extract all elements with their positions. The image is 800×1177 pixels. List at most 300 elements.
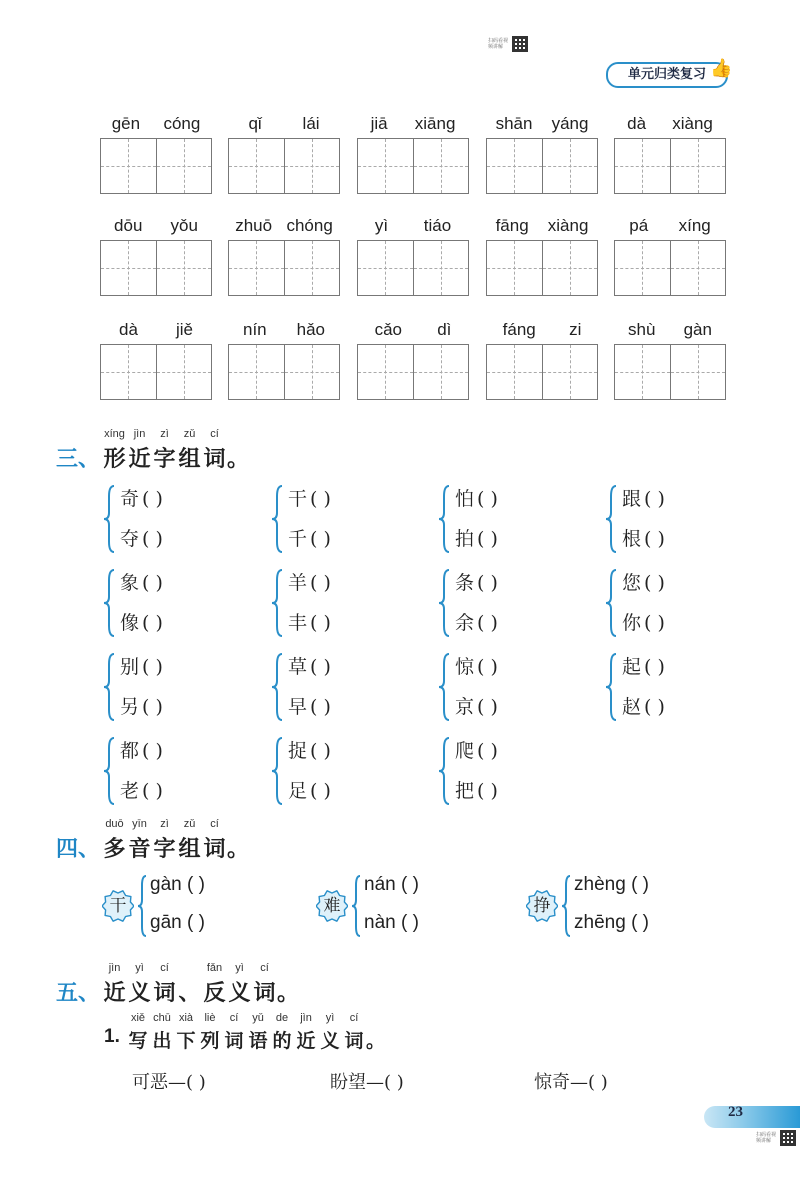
heading-ruby-syllable: zǔ xyxy=(183,818,196,830)
writing-cell[interactable] xyxy=(414,139,469,193)
polyphone-item xyxy=(102,874,302,938)
scalloped-badge-icon xyxy=(316,890,348,922)
similar-char: 另 xyxy=(120,696,140,718)
polyphone-item xyxy=(526,874,726,938)
answer-blank[interactable]: ( ) xyxy=(644,528,665,550)
heading-ruby-syllable: zì xyxy=(160,428,169,440)
subquestion-title-char: 出 xyxy=(152,1030,172,1052)
writing-cell[interactable] xyxy=(671,345,726,399)
pinyin-syllable: qǐ xyxy=(248,114,262,133)
polyphone-char: 挣 xyxy=(533,896,551,916)
answer-blank[interactable]: ( ) xyxy=(477,656,498,678)
section-title-char: 、 xyxy=(178,981,201,1006)
pinyin-label xyxy=(228,112,340,136)
writing-cell[interactable] xyxy=(487,345,543,399)
pinyin-syllable: shān xyxy=(495,114,533,133)
word-answer-row[interactable] xyxy=(120,736,163,763)
answer-blank[interactable]: ( ) xyxy=(186,874,205,895)
heading-ruby-syllable: yīn xyxy=(132,818,147,830)
subquestion-title-char: 写 xyxy=(128,1030,148,1052)
similar-char-pair xyxy=(270,736,395,806)
pinyin-syllable: xiāng xyxy=(414,114,456,133)
similar-char: 你 xyxy=(622,612,642,634)
heading-pinyin xyxy=(56,428,249,442)
pinyin-word-box xyxy=(357,112,469,194)
pinyin-syllable: dà xyxy=(627,114,647,133)
writing-cell[interactable] xyxy=(543,139,598,193)
answer-blank[interactable]: ( ) xyxy=(310,696,331,718)
pinyin-label xyxy=(486,112,598,136)
pinyin-syllable: zhuō xyxy=(235,216,273,235)
writing-cell[interactable] xyxy=(615,241,671,295)
tianzige-grid xyxy=(100,344,212,400)
similar-char-pair xyxy=(270,568,395,638)
section-5-heading xyxy=(56,962,299,1007)
reading-answer-row[interactable] xyxy=(150,912,205,934)
pinyin-syllable: yì xyxy=(374,216,389,235)
qr-code-bottom xyxy=(780,1130,796,1146)
answer-blank[interactable]: ( ) xyxy=(310,780,331,802)
section-title-char: 词 xyxy=(253,981,276,1006)
pinyin-syllable: nín xyxy=(242,320,267,339)
subquestion-title-char: 语 xyxy=(248,1030,268,1052)
writing-cell[interactable] xyxy=(157,345,212,399)
pinyin-reading: zhèng xyxy=(574,874,626,895)
word-answer-row[interactable] xyxy=(455,692,498,719)
similar-char: 夺 xyxy=(120,528,140,550)
brace-icon xyxy=(437,652,451,722)
brace-icon xyxy=(102,568,116,638)
heading-ruby-syllable: jìn xyxy=(133,428,146,440)
tianzige-grid xyxy=(486,138,598,194)
pinyin-syllable: lái xyxy=(302,114,320,133)
tianzige-grid xyxy=(486,240,598,296)
section-number: 三、 xyxy=(56,446,101,472)
answer-blank[interactable]: ( ) xyxy=(631,874,649,895)
subquestion-title-char: 近 xyxy=(296,1030,316,1052)
similar-char: 别 xyxy=(120,656,140,678)
tianzige-grid xyxy=(614,138,726,194)
section-title-char: 字 xyxy=(153,837,176,862)
similar-char: 千 xyxy=(288,528,308,550)
pinyin-label xyxy=(614,112,726,136)
writing-cell[interactable] xyxy=(414,345,469,399)
answer-blank[interactable]: ( ) xyxy=(477,612,498,634)
word-answer-row[interactable] xyxy=(455,608,498,635)
word-answer-row[interactable] xyxy=(120,484,163,511)
similar-char: 草 xyxy=(288,656,308,678)
word-answer-row[interactable] xyxy=(455,776,498,803)
answer-blank[interactable]: ( ) xyxy=(644,572,665,594)
section-title-char: 义 xyxy=(128,981,151,1006)
tianzige-grid xyxy=(486,344,598,400)
qr-label-bottom: 扫码看视频讲解 xyxy=(756,1132,777,1144)
page-number-bar xyxy=(704,1106,800,1128)
pinyin-reading: nán xyxy=(364,874,396,895)
subquestion-title-char: 词 xyxy=(344,1030,364,1052)
writing-cell[interactable] xyxy=(487,241,543,295)
similar-char: 羊 xyxy=(288,572,308,594)
answer-blank[interactable]: ( ) xyxy=(477,780,498,802)
heading-ruby-syllable: yì xyxy=(235,962,244,974)
word-answer-row[interactable] xyxy=(455,484,498,511)
subquestion-ruby-syllable: chū xyxy=(153,1012,171,1024)
word-answer-row[interactable] xyxy=(622,524,665,551)
section-title-char: 形 xyxy=(103,447,126,472)
answer-blank[interactable]: ( ) xyxy=(477,528,498,550)
pinyin-syllable: shù xyxy=(628,320,656,339)
pinyin-syllable: xiàng xyxy=(672,114,713,133)
tianzige-grid xyxy=(614,344,726,400)
writing-cell[interactable] xyxy=(229,241,285,295)
word-answer-row[interactable] xyxy=(455,736,498,763)
answer-blank[interactable]: ( ) xyxy=(644,656,665,678)
answer-blank[interactable]: ( ) xyxy=(400,874,419,895)
section-title xyxy=(102,832,249,863)
similar-char-pair xyxy=(270,652,395,722)
similar-char: 拍 xyxy=(455,528,475,550)
subquestion-title-char: 的 xyxy=(272,1030,292,1052)
pinyin-syllable: dà xyxy=(119,320,138,339)
writing-cell[interactable] xyxy=(285,241,340,295)
pinyin-label xyxy=(100,214,212,238)
section-title-char: 近 xyxy=(128,447,151,472)
subquestion-1 xyxy=(104,1012,385,1053)
similar-char-pair xyxy=(437,652,562,722)
tianzige-grid xyxy=(228,240,340,296)
brace-icon xyxy=(437,568,451,638)
pinyin-word-box xyxy=(614,318,726,400)
word-answer-row[interactable] xyxy=(455,652,498,679)
answer-blank[interactable]: ( ) xyxy=(310,528,331,550)
answer-blank[interactable]: ( ) xyxy=(400,912,419,933)
pinyin-label xyxy=(100,112,212,136)
brace-icon xyxy=(136,874,148,938)
subquestion-ruby-syllable: yǔ xyxy=(252,1012,264,1024)
pinyin-label xyxy=(486,214,598,238)
pinyin-word-box xyxy=(486,318,598,400)
section-title-char: 词 xyxy=(203,837,226,862)
answer-blank[interactable]: ( ) xyxy=(310,740,331,762)
subquestion-title-char: 下 xyxy=(176,1030,196,1052)
brace-icon xyxy=(102,484,116,554)
pinyin-word-box xyxy=(228,318,340,400)
word-answer-row[interactable] xyxy=(622,692,665,719)
writing-cell[interactable] xyxy=(285,345,340,399)
thumbs-up-icon: 👍 xyxy=(710,58,733,79)
section-title-char: 反 xyxy=(203,981,226,1006)
tianzige-grid xyxy=(614,240,726,296)
subquestion-ruby-syllable: de xyxy=(275,1012,289,1024)
pinyin-syllable: fāng xyxy=(495,216,529,235)
answer-blank[interactable]: ( ) xyxy=(142,656,163,678)
brace-icon xyxy=(270,568,284,638)
pinyin-word-box xyxy=(614,214,726,296)
writing-cell[interactable] xyxy=(671,241,726,295)
pinyin-syllable: chóng xyxy=(286,216,333,235)
synonym-item-3[interactable]: 惊奇—( ) xyxy=(534,1072,608,1093)
similar-char: 早 xyxy=(288,696,308,718)
pinyin-syllable: hǎo xyxy=(296,320,325,339)
answer-blank[interactable]: ( ) xyxy=(142,528,163,550)
word-answer-row[interactable] xyxy=(120,524,163,551)
pinyin-reading: gàn xyxy=(150,874,182,895)
page-number: 23 xyxy=(728,1104,743,1120)
reading-answer-row[interactable] xyxy=(574,874,649,896)
unit-review-tag: 单元归类复习 xyxy=(606,62,728,88)
word-answer-row[interactable] xyxy=(288,736,331,763)
answer-blank[interactable]: ( ) xyxy=(186,912,205,933)
word-answer-row[interactable] xyxy=(120,776,163,803)
similar-char-pair xyxy=(270,484,395,554)
writing-cell[interactable] xyxy=(487,139,543,193)
tianzige-grid xyxy=(228,138,340,194)
word-answer-row[interactable] xyxy=(622,652,665,679)
writing-cell[interactable] xyxy=(101,139,157,193)
answer-blank[interactable]: ( ) xyxy=(142,572,163,594)
brace-icon xyxy=(560,874,572,938)
pinyin-syllable: xíng xyxy=(678,216,711,235)
section-title-char: 义 xyxy=(228,981,251,1006)
reading-answer-row[interactable] xyxy=(364,874,419,896)
answer-blank[interactable]: ( ) xyxy=(631,912,649,933)
heading-ruby-syllable: cí xyxy=(260,962,269,974)
similar-char-pair xyxy=(102,484,227,554)
pinyin-label xyxy=(357,214,469,238)
pinyin-syllable: dì xyxy=(437,320,452,339)
synonym-item-2[interactable]: 盼望—( ) xyxy=(330,1072,404,1093)
subquestion-end: 。 xyxy=(366,1030,386,1052)
answer-blank[interactable]: ( ) xyxy=(310,488,331,510)
pinyin-syllable: fáng xyxy=(502,320,536,339)
similar-char: 干 xyxy=(288,488,308,510)
writing-cell[interactable] xyxy=(358,241,414,295)
section-title-char: 组 xyxy=(178,447,201,472)
similar-char-pair xyxy=(604,484,729,554)
pinyin-syllable: gàn xyxy=(683,320,712,339)
writing-cell[interactable] xyxy=(101,345,157,399)
similar-char: 丰 xyxy=(288,612,308,634)
writing-cell[interactable] xyxy=(358,139,414,193)
heading-ruby-syllable: xíng xyxy=(104,428,125,440)
similar-char: 根 xyxy=(622,528,642,550)
similar-char: 怕 xyxy=(455,488,475,510)
heading-ruby-syllable: jìn xyxy=(108,962,121,974)
answer-blank[interactable]: ( ) xyxy=(142,740,163,762)
reading-answer-row[interactable] xyxy=(150,874,205,896)
similar-char-pair xyxy=(604,568,729,638)
pinyin-reading: zhēng xyxy=(574,912,626,933)
tianzige-grid xyxy=(357,138,469,194)
similar-char: 捉 xyxy=(288,740,308,762)
writing-cell[interactable] xyxy=(358,345,414,399)
subquestion-ruby-syllable: cí xyxy=(349,1012,359,1024)
qr-label-top: 扫码看视频讲解 xyxy=(488,38,509,50)
heading-pinyin xyxy=(56,962,299,976)
word-answer-row[interactable] xyxy=(288,692,331,719)
writing-cell[interactable] xyxy=(615,345,671,399)
word-answer-row[interactable] xyxy=(120,568,163,595)
word-answer-row[interactable] xyxy=(288,608,331,635)
writing-cell[interactable] xyxy=(414,241,469,295)
pinyin-label xyxy=(100,318,212,342)
answer-blank[interactable]: ( ) xyxy=(310,612,331,634)
subquestion-ruby-syllable: cí xyxy=(229,1012,239,1024)
pinyin-word-box xyxy=(228,214,340,296)
pinyin-syllable: xiàng xyxy=(547,216,589,235)
section-title-char: 词 xyxy=(153,981,176,1006)
similar-char: 跟 xyxy=(622,488,642,510)
writing-cell[interactable] xyxy=(229,345,285,399)
heading-pinyin xyxy=(56,818,249,832)
pinyin-syllable: jiā xyxy=(370,114,388,133)
heading-ruby-syllable: cí xyxy=(210,818,219,830)
heading-ruby-syllable: yì xyxy=(135,962,144,974)
section-title xyxy=(102,976,299,1007)
heading-ruby-syllable: fǎn xyxy=(206,962,223,974)
synonym-item-1[interactable]: 可恶—( ) xyxy=(132,1072,206,1093)
similar-char-pair xyxy=(102,736,227,806)
pinyin-word-box xyxy=(100,112,212,194)
similar-char-pair xyxy=(437,568,562,638)
similar-char-pair xyxy=(437,484,562,554)
brace-icon xyxy=(350,874,362,938)
word-answer-row[interactable] xyxy=(120,692,163,719)
section-3-heading xyxy=(56,428,249,473)
similar-char: 赵 xyxy=(622,696,642,718)
subquestion-ruby-syllable: yì xyxy=(325,1012,335,1024)
pinyin-label xyxy=(357,112,469,136)
similar-char: 惊 xyxy=(455,656,475,678)
answer-blank[interactable]: ( ) xyxy=(142,696,163,718)
brace-icon xyxy=(270,736,284,806)
writing-cell[interactable] xyxy=(157,139,212,193)
answer-blank[interactable]: ( ) xyxy=(644,612,665,634)
brace-icon xyxy=(604,652,618,722)
pinyin-syllable: cǎo xyxy=(374,320,403,339)
answer-blank[interactable]: ( ) xyxy=(477,572,498,594)
answer-blank[interactable]: ( ) xyxy=(477,488,498,510)
writing-cell[interactable] xyxy=(671,139,726,193)
answer-blank[interactable]: ( ) xyxy=(644,696,665,718)
writing-cell[interactable] xyxy=(543,345,598,399)
word-answer-row[interactable] xyxy=(455,524,498,551)
brace-icon xyxy=(604,484,618,554)
reading-answer-row[interactable] xyxy=(364,912,419,934)
word-answer-row[interactable] xyxy=(288,776,331,803)
word-answer-row[interactable] xyxy=(288,484,331,511)
polyphone-char: 难 xyxy=(323,896,341,916)
writing-cell[interactable] xyxy=(615,139,671,193)
brace-icon xyxy=(437,484,451,554)
pinyin-reading: nàn xyxy=(364,912,396,933)
word-answer-row[interactable] xyxy=(120,608,163,635)
subquestion-title-char: 义 xyxy=(320,1030,340,1052)
pinyin-syllable: yǒu xyxy=(170,216,198,235)
answer-blank[interactable]: ( ) xyxy=(477,696,498,718)
answer-blank[interactable]: ( ) xyxy=(477,740,498,762)
similar-char: 爬 xyxy=(455,740,475,762)
pinyin-syllable: pá xyxy=(629,216,649,235)
pinyin-label xyxy=(614,318,726,342)
heading-ruby-syllable xyxy=(177,962,202,976)
tianzige-grid xyxy=(357,240,469,296)
subquestion-ruby-syllable: xià xyxy=(178,1012,194,1024)
section-title-char: 组 xyxy=(178,837,201,862)
pinyin-word-box xyxy=(357,318,469,400)
pinyin-syllable: zi xyxy=(569,320,582,339)
writing-cell[interactable] xyxy=(229,139,285,193)
writing-cell[interactable] xyxy=(101,241,157,295)
reading-answer-row[interactable] xyxy=(574,912,649,934)
writing-cell[interactable] xyxy=(157,241,212,295)
heading-ruby-syllable: cí xyxy=(210,428,219,440)
word-answer-row[interactable] xyxy=(288,524,331,551)
word-answer-row[interactable] xyxy=(622,484,665,511)
subquestion-number: 1. xyxy=(104,1026,120,1047)
section-title-end: 。 xyxy=(227,447,250,472)
pinyin-syllable: dōu xyxy=(114,216,143,235)
heading-ruby-syllable: duō xyxy=(105,818,124,830)
pinyin-word-box xyxy=(100,318,212,400)
word-answer-row[interactable] xyxy=(455,568,498,595)
word-answer-row[interactable] xyxy=(120,652,163,679)
similar-char: 奇 xyxy=(120,488,140,510)
section-title-end: 。 xyxy=(227,837,250,862)
heading-ruby-syllable: zì xyxy=(160,818,169,830)
polyphone-char: 干 xyxy=(109,896,127,916)
qr-code-top xyxy=(512,36,528,52)
section-title-char: 多 xyxy=(103,837,126,862)
brace-icon xyxy=(437,736,451,806)
answer-blank[interactable]: ( ) xyxy=(644,488,665,510)
tianzige-grid xyxy=(100,138,212,194)
tianzige-grid xyxy=(357,344,469,400)
scalloped-badge-icon xyxy=(102,890,134,922)
answer-blank[interactable]: ( ) xyxy=(142,612,163,634)
pinyin-reading: gān xyxy=(150,912,182,933)
similar-char-pair xyxy=(102,652,227,722)
word-answer-row[interactable] xyxy=(622,608,665,635)
word-answer-row[interactable] xyxy=(288,652,331,679)
word-answer-row[interactable] xyxy=(622,568,665,595)
subquestion-ruby-syllable: xiě xyxy=(130,1012,146,1024)
section-title-end: 。 xyxy=(277,981,300,1006)
pinyin-label xyxy=(614,214,726,238)
similar-char: 条 xyxy=(455,572,475,594)
writing-cell[interactable] xyxy=(543,241,598,295)
answer-blank[interactable]: ( ) xyxy=(310,656,331,678)
answer-blank[interactable]: ( ) xyxy=(142,488,163,510)
pinyin-syllable: yáng xyxy=(551,114,589,133)
pinyin-word-box xyxy=(614,112,726,194)
similar-char: 都 xyxy=(120,740,140,762)
brace-icon xyxy=(270,484,284,554)
brace-icon xyxy=(102,736,116,806)
pinyin-syllable: gēn xyxy=(111,114,141,133)
word-answer-row[interactable] xyxy=(288,568,331,595)
answer-blank[interactable]: ( ) xyxy=(310,572,331,594)
answer-blank[interactable]: ( ) xyxy=(142,780,163,802)
section-number: 四、 xyxy=(56,836,101,862)
subquestion-title-char: 词 xyxy=(224,1030,244,1052)
pinyin-syllable: tiáo xyxy=(423,216,452,235)
writing-cell[interactable] xyxy=(285,139,340,193)
section-4-heading xyxy=(56,818,249,863)
section-title-char: 近 xyxy=(103,981,126,1006)
pinyin-word-box xyxy=(357,214,469,296)
pinyin-word-box xyxy=(486,112,598,194)
